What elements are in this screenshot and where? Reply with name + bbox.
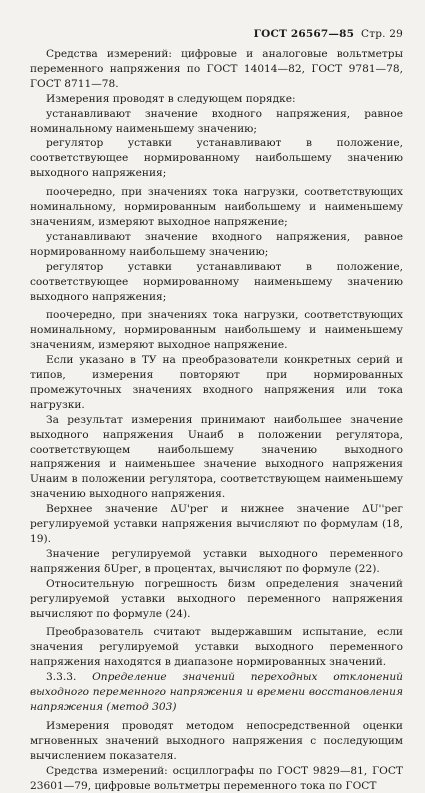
paragraph: Если указано в ТУ на преобразователи конкретных серий и типов, измерения повторяют при нормированных промежуточных значениях входного напряжения или тока нагрузки. [30,354,403,411]
list-item: регулятор уставки устанавливают в положение, соответствующее нормированному наименьшему значению выходного напряжения; [30,260,403,303]
section-number: 3.3.3. [46,671,77,684]
list-item: поочередно, при значениях тока нагрузки, соответствующих номинальному, нормированным наибольшему и наименьшему значениям, измеряют выходное напряжение; [30,186,403,228]
section-title: Определение значений переходных отклонений выходного переменного напряжения и времени восстановления напряжения (метод 303) [30,671,403,713]
paragraph: Верхнее значение ΔU'рег и нижнее значение ΔU''рег регулируемой уставки напряжения вычисляют по формулам (18, 19). [30,503,403,545]
paragraph: Измерения проводят методом непосредственной оценки мгновенных значений выходного напряжения с последующим вычислением показателя. [30,719,403,762]
list-item: регулятор уставки устанавливают в положение, соответствующее нормированному наибольшему значению выходного напряжения; [30,137,403,180]
paragraph: Средства измерений: цифровые и аналоговые вольтметры переменного напряжения по ГОСТ 14014—82, ГОСТ 9781—78, ГОСТ 8711—78. [30,48,403,90]
page-number: Стр. 29 [360,28,403,40]
paragraph: За результат измерения принимают наибольшее значение выходного напряжения Uнаиб в положении регулятора, соответствующем наибольшему значению выходного напряжения и наименьшее значение выходного напряжения Uнаим в положении регулятора, соответствующем наименьшему значению выходного напряжения. [30,413,403,501]
page-body [30,47,403,793]
paragraph: Средства измерений: осциллографы по ГОСТ 9829—81, ГОСТ 23601—79, цифровые вольтметры переменного тока по ГОСТ [30,764,403,792]
page-header [254,28,403,40]
paragraph: Преобразователь считают выдержавшим испытание, если значения регулируемой уставки выходного переменного напряжения находятся в диапазоне нормированных значений. [30,626,403,669]
list-item: устанавливают значение входного напряжения, равное номинальному наименьшему значению; [30,107,403,135]
paragraph: Измерения проводят в следующем порядке: [46,92,296,105]
list-item: поочередно, при значениях тока нагрузки, соответствующих номинальному, нормированным наибольшему и наименьшему значениям, измеряют выходное напряжение. [30,309,403,352]
paragraph: Значение регулируемой уставки выходного переменного напряжения δUрег, в процентах, вычисляют по формуле (22). [30,547,403,575]
list-item: устанавливают значение входного напряжения, равное нормированному наибольшему значению; [30,230,403,258]
section-heading [30,670,403,715]
paragraph: Относительную погрешность δизм определения значений регулируемой уставки выходного переменного напряжения вычисляют по формуле (24). [30,577,403,620]
standard-number: ГОСТ 26567—85 [253,28,355,40]
